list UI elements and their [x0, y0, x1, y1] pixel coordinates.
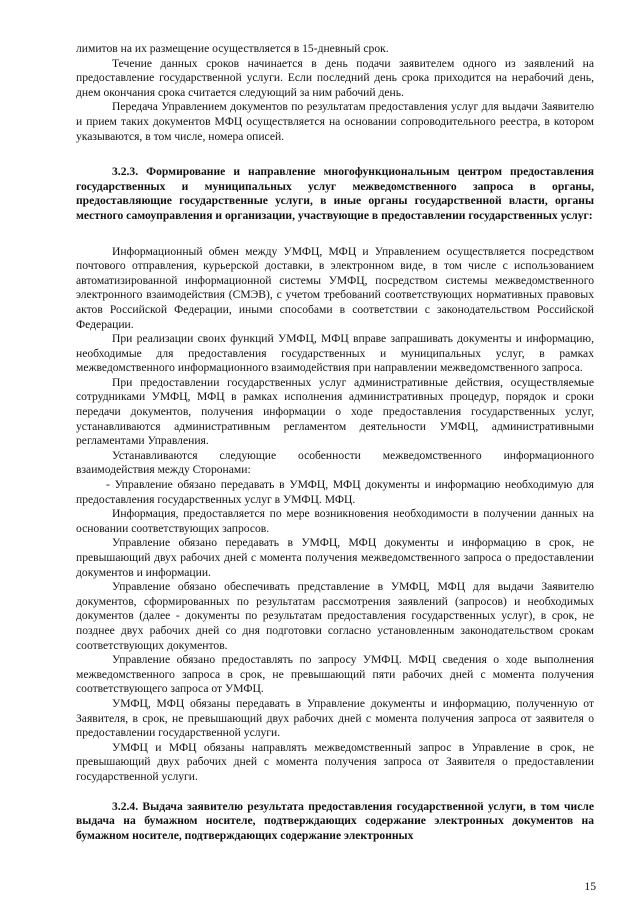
page-number: 15	[584, 880, 596, 893]
list-item-obligation: - Управление обязано передавать в УМФЦ, МФЦ документы и информацию необходимую для предоставления государственных услуг в УМФЦ. МФЦ.	[76, 478, 594, 506]
paragraph-mfc-request: УМФЦ и МФЦ обязаны направлять межведомственный запрос в Управление в срок, не превышающий двух рабочих дней с момента получения запроса от Заявителя о предоставлении государственной услуги.	[76, 740, 594, 783]
paragraph-status-information: Управление обязано предоставлять по запросу УМФЦ. МФЦ сведения о ходе выполнения межведомственного запроса в срок, не превышающий пяти рабочих дней с момента получения соответствующего запроса от УМФЦ.	[76, 653, 594, 696]
paragraph-administrative-actions: При предоставлении государственных услуг административные действия, осуществляемые сотрудниками УМФЦ, МФЦ в рамках исполнения административных процедур, порядок и сроки передачи документов, получения информации о ходе предоставления государственных услуг, устанавливаются административным регламентом деятельности УМФЦ, административными регламентами Управления.	[76, 375, 594, 448]
paragraph-deadline-start: Течение данных сроков начинается в день подачи заявителем одного из заявлений на предоставление государственной услуги. Если последний день срока приходится на нерабочий день, днем окончания срока считается следующий за ним рабочий день.	[76, 56, 594, 99]
document-body	[76, 42, 594, 843]
paragraph-interaction-features: Устанавливаются следующие особенности межведомственного информационного взаимодействия между Сторонами:	[76, 448, 594, 477]
section-heading-3-2-3: 3.2.3. Формирование и направление многофункциональным центром предоставления государственных и муниципальных услуг межведомственного запроса в органы, предоставляющие государственные услуги, в иные органы государственной власти, органы местного самоуправления и организации, участвующие в предоставлении государственных услуг:	[76, 165, 594, 222]
paragraph-mfc-obligation: УМФЦ, МФЦ обязаны передавать в Управление документы и информацию, полученную от Заявителя, в срок, не превышающий двух рабочих дней с момента получения запроса от заявителя о предоставлении государственной услуги.	[76, 696, 594, 740]
paragraph-document-transfer: Передача Управлением документов по результатам предоставления услуг для выдачи Заявителю и прием таких документов МФЦ осуществляется на основании сопроводительного реестра, в котором указываются, в том числе, номера описей.	[76, 100, 594, 143]
paragraph-functions: При реализации своих функций УМФЦ, МФЦ вправе запрашивать документы и информацию, необходимые для предоставления государственных и муниципальных услуг, в рамках межведомственного информационного взаимодействия при направлении межведомственного запроса.	[76, 332, 594, 375]
paragraph-information-provided: Информация, предоставляется по мере возникновения необходимости в получении данных на основании соответствующих запросов.	[76, 507, 594, 535]
section-heading-3-2-4: 3.2.4. Выдача заявителю результата предоставления государственной услуги, в том числе выдача на бумажном носителе, подтверждающих содержание электронных документов на бумажном носителе, подтверждающих содержание электронных	[76, 799, 594, 842]
paragraph-results-provision: Управление обязано обеспечивать представление в УМФЦ, МФЦ для выдачи Заявителю документов, сформированных по результатам рассмотрения заявлений (запросов) и необходимых документов (далее - документы по результатам предоставления государственных услуг), в срок, не позднее двух рабочих дней со дня подготовки согласно установленным законодательством срокам соответствующих документов.	[76, 580, 594, 652]
paragraph-transfer-deadline: Управление обязано передавать в УМФЦ, МФЦ документы и информацию в срок, не превышающий двух рабочих дней с момента получения межведомственного запроса о предоставлении документов и информации.	[76, 536, 594, 579]
paragraph-information-exchange: Информационный обмен между УМФЦ, МФЦ и Управлением осуществляется посредством почтового отправления, курьерской доставки, в электронном виде, в том числе с использованием автоматизированной информационной системы УМФЦ, посредством системы межведомственного электронного взаимодействия (СМЭВ), с учетом требований соответствующих нормативных правовых актов Российской Федерации, иными способами в соответствии с законодательством Российской Федерации.	[76, 244, 594, 331]
paragraph-continuation: лимитов на их размещение осуществляется в 15-дневный срок.	[76, 42, 389, 55]
